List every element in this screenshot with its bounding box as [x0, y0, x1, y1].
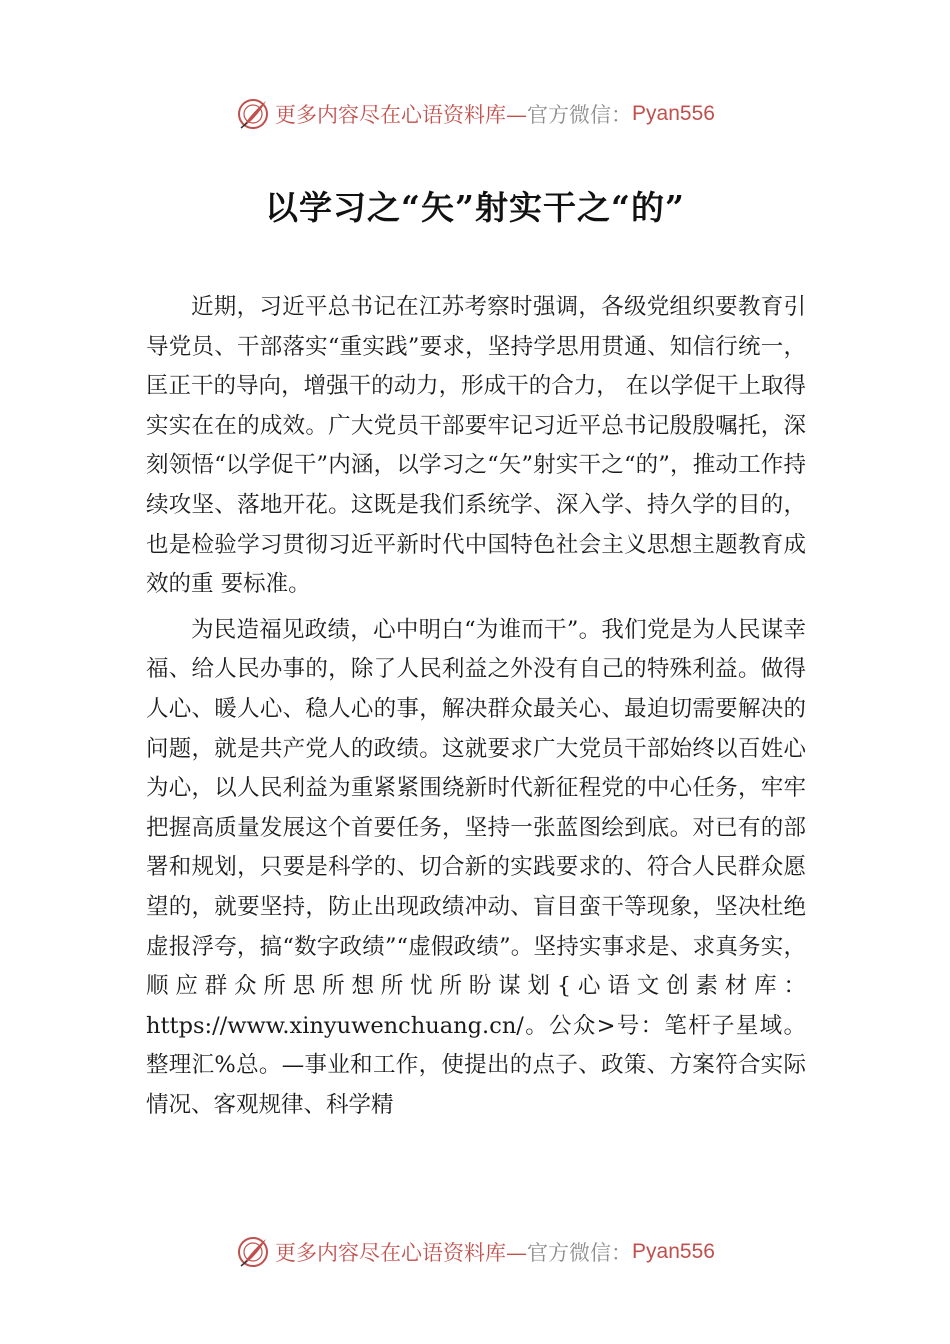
banner-text: 更多内容尽在心语资料库—	[275, 103, 528, 127]
article-title: 以学习之“矢”射实干之“的”	[265, 188, 685, 227]
wechat-label: 官方微信：	[527, 1241, 633, 1265]
wechat-account: Pyan556	[632, 102, 715, 125]
paragraph: 近期，习近平总书记在江苏考察时强调，各级党组织要教育引导党员、干部落实“重实践”要求，坚持学思用贯通、知信行统一，匡正干的导向，增强干的动力，形成干的合力， 在以学促干上取得实实在在的成效。广大党员干部要牢记习近平总书记殷殷嘱托，深刻领悟“以学促干”内涵，以学习之“矢”射实干之“的”，推动工作持续攻坚、落地开花。这既是我们系统学、深入学、持久学的目的，也是检验学习贯彻习近平新时代中国特色社会主义思想主题教育成效的重 要标准。	[146, 294, 806, 598]
banner-text: 更多内容尽在心语资料库—	[275, 1241, 528, 1265]
footer-banner	[0, 1232, 950, 1272]
paragraph: 为民造福见政绩，心中明白“为谁而干”。我们党是为人民谋幸福、给人民办事的，除了人民利益之外没有自己的特殊利益。做得人心、暖人心、稳人心的事，解决群众最关心、最迫切需要解决的问题，就是共产党人的政绩。这就要求广大党员干部始终以百姓心为心，以人民利益为重紧紧围绕新时代新征程党的中心任务，牢牢把握高质量发展这个首要任务，坚持一张蓝图绘到底。对已有的部署和规划，只要是科学的、切合新的实践要求的、符合人民群众愿望的，就要坚持，防止出现政绩冲动、盲目蛮干等现象，坚决杜绝虚报浮夸，搞“数字政绩”“虚假政绩”。坚持实事求是、求真务实，顺应群众所思所想所忧所盼谋划{心语文创素材库：https://www.xinyuwenchuang.cn/。公众>号：笔杆子星域。整理汇%总。—事业和工作，使提出的点子、政策、方案符合实际情况、客观规律、科学精	[146, 616, 806, 1118]
quill-logo-icon	[235, 1234, 271, 1270]
header-banner	[0, 94, 950, 134]
wechat-account: Pyan556	[632, 1240, 715, 1263]
quill-logo-icon	[235, 96, 271, 132]
article-body	[146, 288, 806, 1125]
wechat-label: 官方微信：	[527, 103, 633, 127]
